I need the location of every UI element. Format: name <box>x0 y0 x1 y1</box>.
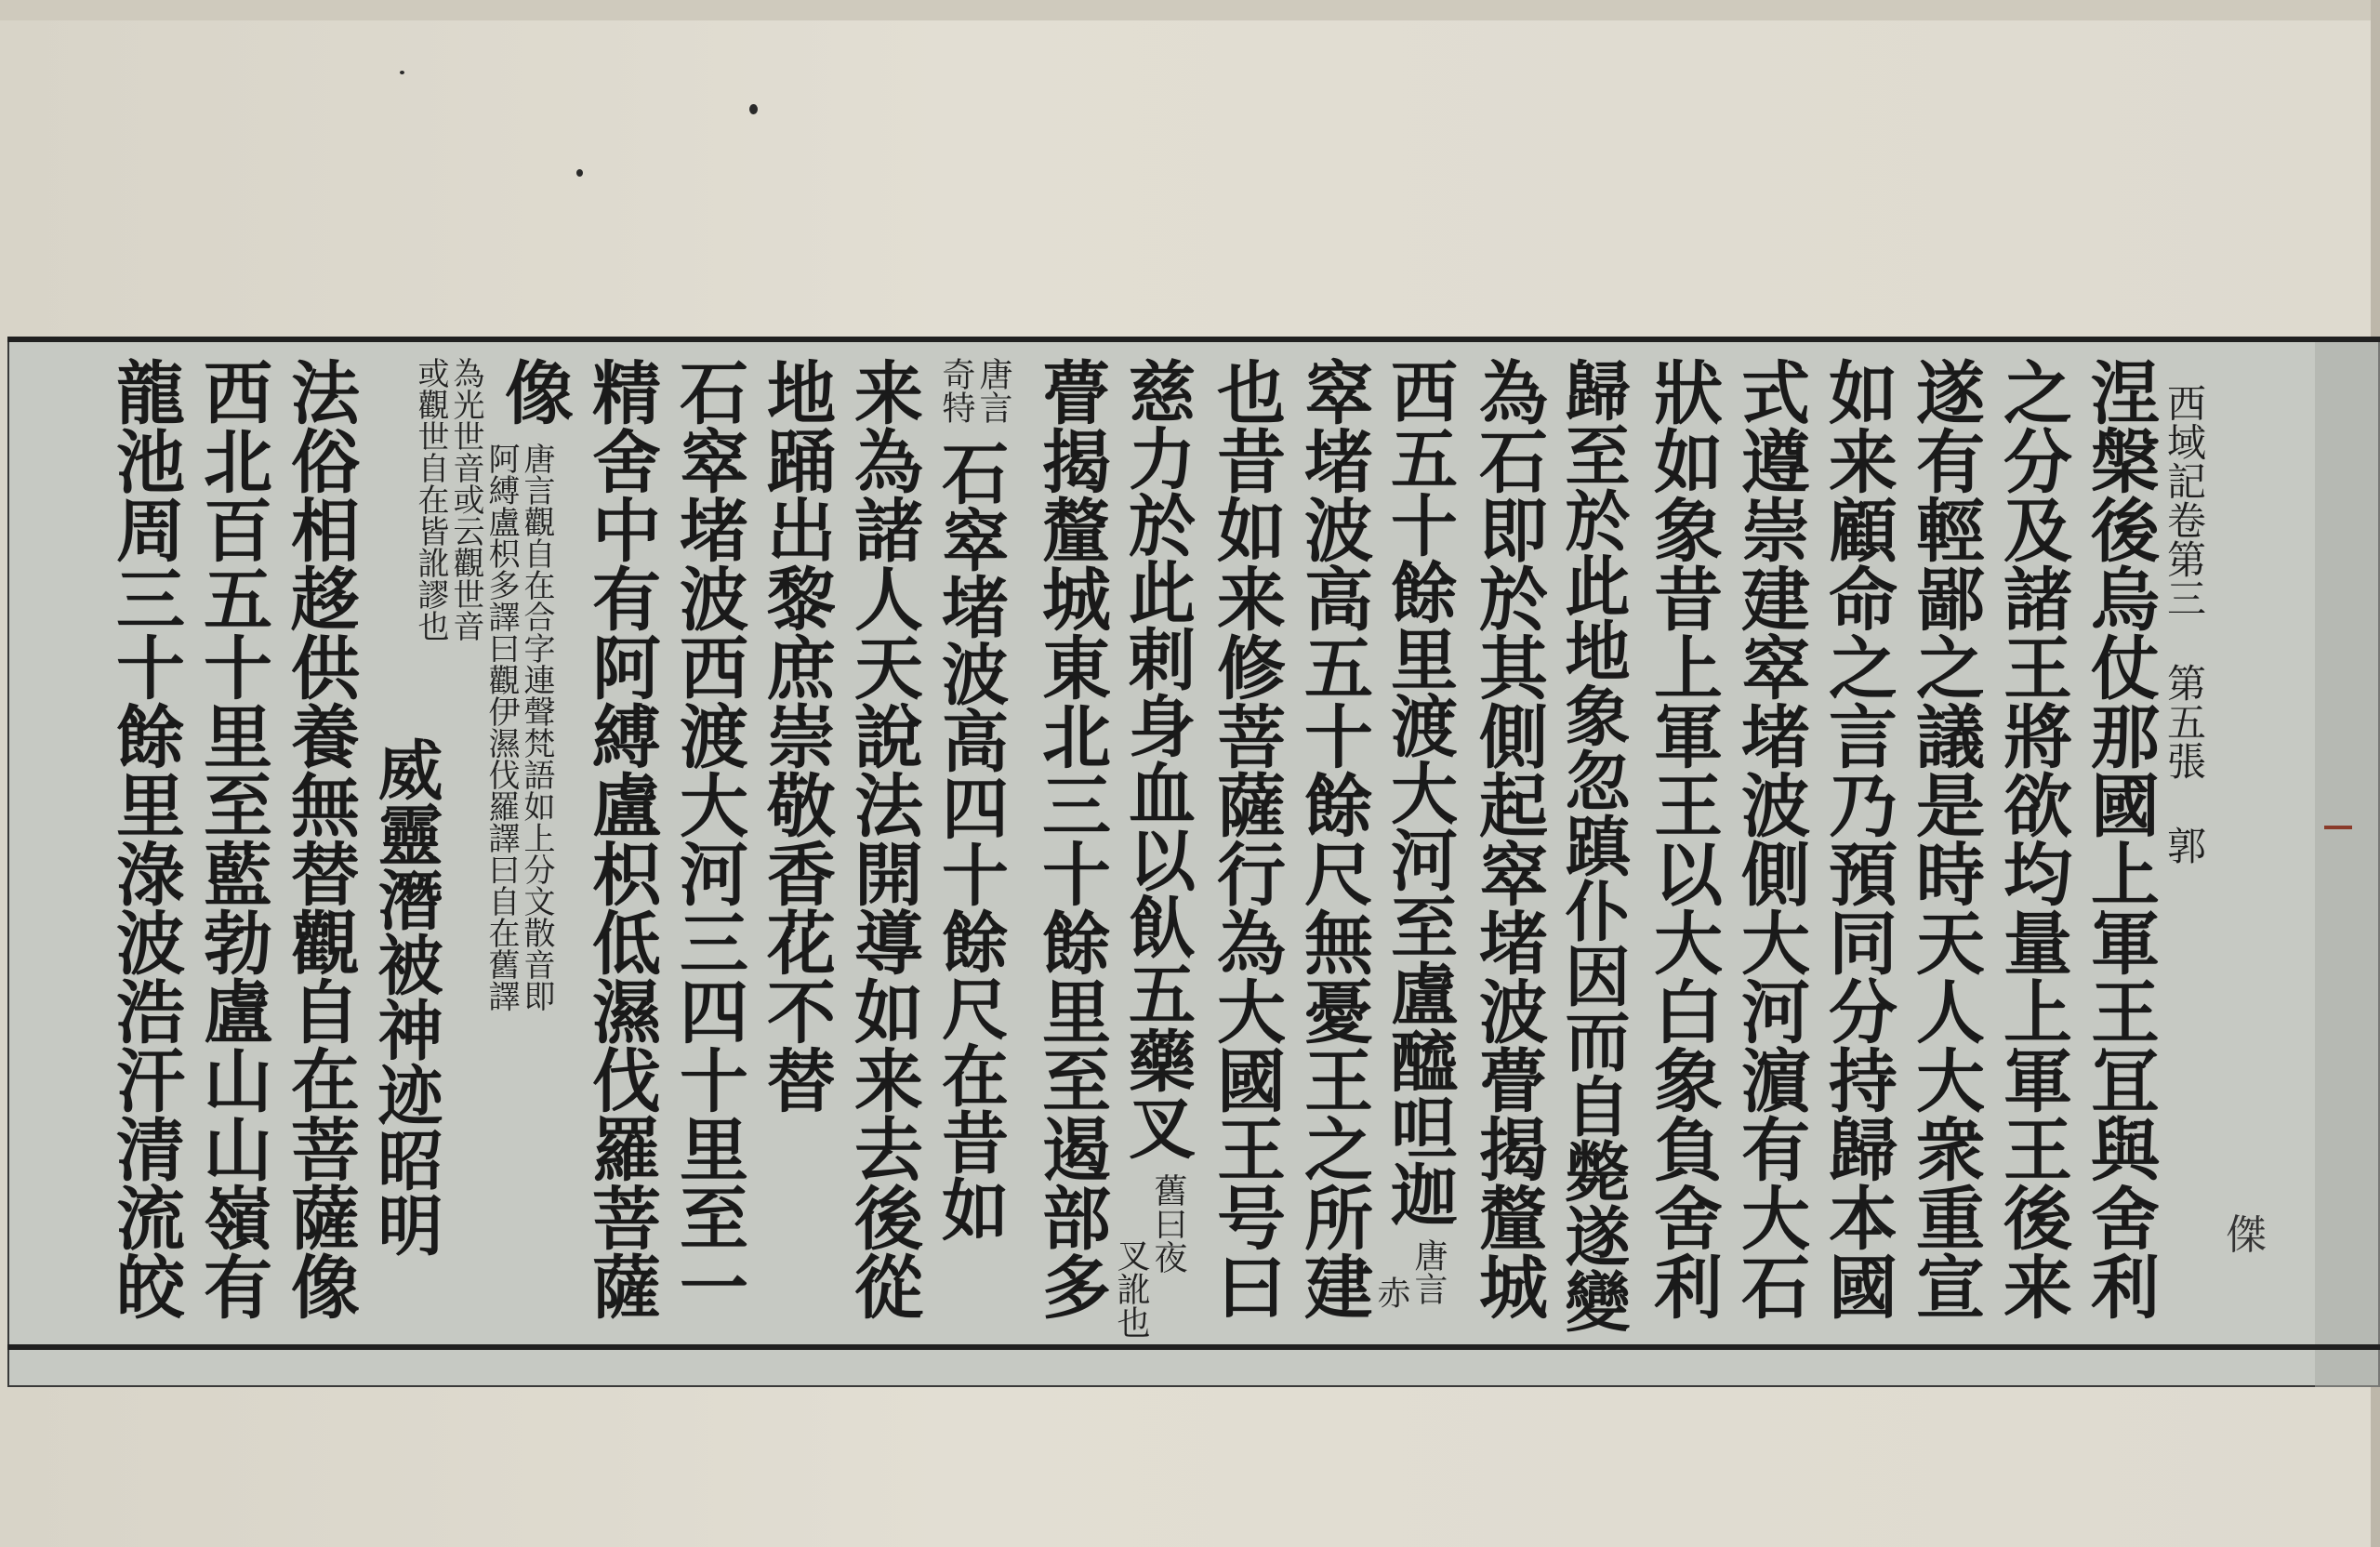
text-column-8: 為石即於其側起窣堵波瞢揭釐城 <box>1468 357 1548 1320</box>
text-column-14: 石窣堵波高四十餘尺在昔如 <box>931 439 1010 1242</box>
text-column-9: 西五十餘里渡大河至盧醯呾迦 <box>1380 357 1459 1227</box>
text-column-20: 法俗相趍供養無替觀自在菩薩像 <box>280 357 360 1320</box>
text-column-19-head: 像 <box>494 357 574 426</box>
text-column-5: 式遵崇建窣堵波側大河濵有大石 <box>1730 357 1810 1320</box>
text-block <box>7 346 2313 1344</box>
page-header-note: 西域記卷第三 第五張 郭 <box>2162 383 2207 865</box>
interlinear-note-19d: 或觀世自在皆訛謬也 <box>412 357 449 641</box>
text-column-21: 西北百五十里至藍勃盧山山嶺有 <box>192 357 272 1320</box>
text-column-1: 涅槃後烏仗那國上軍王冝與舍利 <box>2080 357 2160 1320</box>
text-column-11: 也昔如来修菩薩行為大國王号曰 <box>1206 357 1286 1320</box>
text-column-19-tail: 威靈潛被神迹昭明 <box>367 736 444 1257</box>
interlinear-note-14b: 奇特 <box>937 357 975 424</box>
ink-speck <box>400 71 404 74</box>
red-edge-mark <box>2324 826 2352 829</box>
interlinear-note-19a: 唐言觀自在合字連聲梵語如上分文散音即 <box>518 443 555 1012</box>
text-column-22: 龍池周三十餘里淥波浩汗清流皎 <box>105 357 185 1320</box>
side-mark: 傑 <box>2226 1211 2267 1259</box>
text-column-3: 遂有輕鄙之議是時天人大衆重宣 <box>1905 357 1985 1320</box>
text-column-16: 地踊出黎庶崇敬香花不替 <box>756 357 836 1114</box>
text-column-6: 狀如象昔上軍王以大白象負舍利 <box>1643 357 1723 1320</box>
text-column-18: 精舍中有阿縛盧枳低濕伐羅菩薩 <box>581 357 661 1320</box>
text-column-12: 慈力於此剌身血以飤五藥叉 <box>1117 357 1197 1160</box>
interlinear-note-19b: 阿縛盧枳多譯曰觀伊濕伐羅譯曰自在舊譯 <box>483 443 520 1012</box>
interlinear-note-14a: 唐言 <box>974 357 1012 424</box>
text-column-7: 歸至於此地象忽蹎仆因而自斃遂變 <box>1554 357 1632 1333</box>
ink-speck <box>749 104 758 114</box>
interlinear-note-19c: 為光世音或云觀世音 <box>447 357 484 641</box>
interlinear-note-12a: 舊曰夜 <box>1149 1173 1187 1274</box>
text-column-15: 来為諸人天說法開導如来去後從 <box>843 357 923 1320</box>
ink-speck <box>576 169 583 177</box>
text-column-4: 如来顧命之言乃預同分持歸本國 <box>1818 357 1897 1320</box>
interlinear-note-9a: 唐言 <box>1409 1238 1448 1305</box>
paper-top-edge <box>0 0 2380 20</box>
panel-bottom-border <box>7 1344 2380 1350</box>
panel-right-band <box>2315 337 2380 1387</box>
text-column-10: 窣堵波高五十餘尺無憂王之所建 <box>1293 357 1373 1320</box>
interlinear-note-9b: 赤 <box>1372 1276 1410 1309</box>
panel-top-border <box>7 337 2380 342</box>
text-column-17: 石窣堵波西渡大河三四十里至一 <box>668 357 748 1320</box>
text-column-13: 瞢揭釐城東北三十餘里至遏部多 <box>1031 357 1111 1320</box>
interlinear-note-12b: 叉訛也 <box>1112 1238 1150 1339</box>
text-column-2: 之分及諸王將欲均量上軍王後来 <box>1992 357 2072 1320</box>
